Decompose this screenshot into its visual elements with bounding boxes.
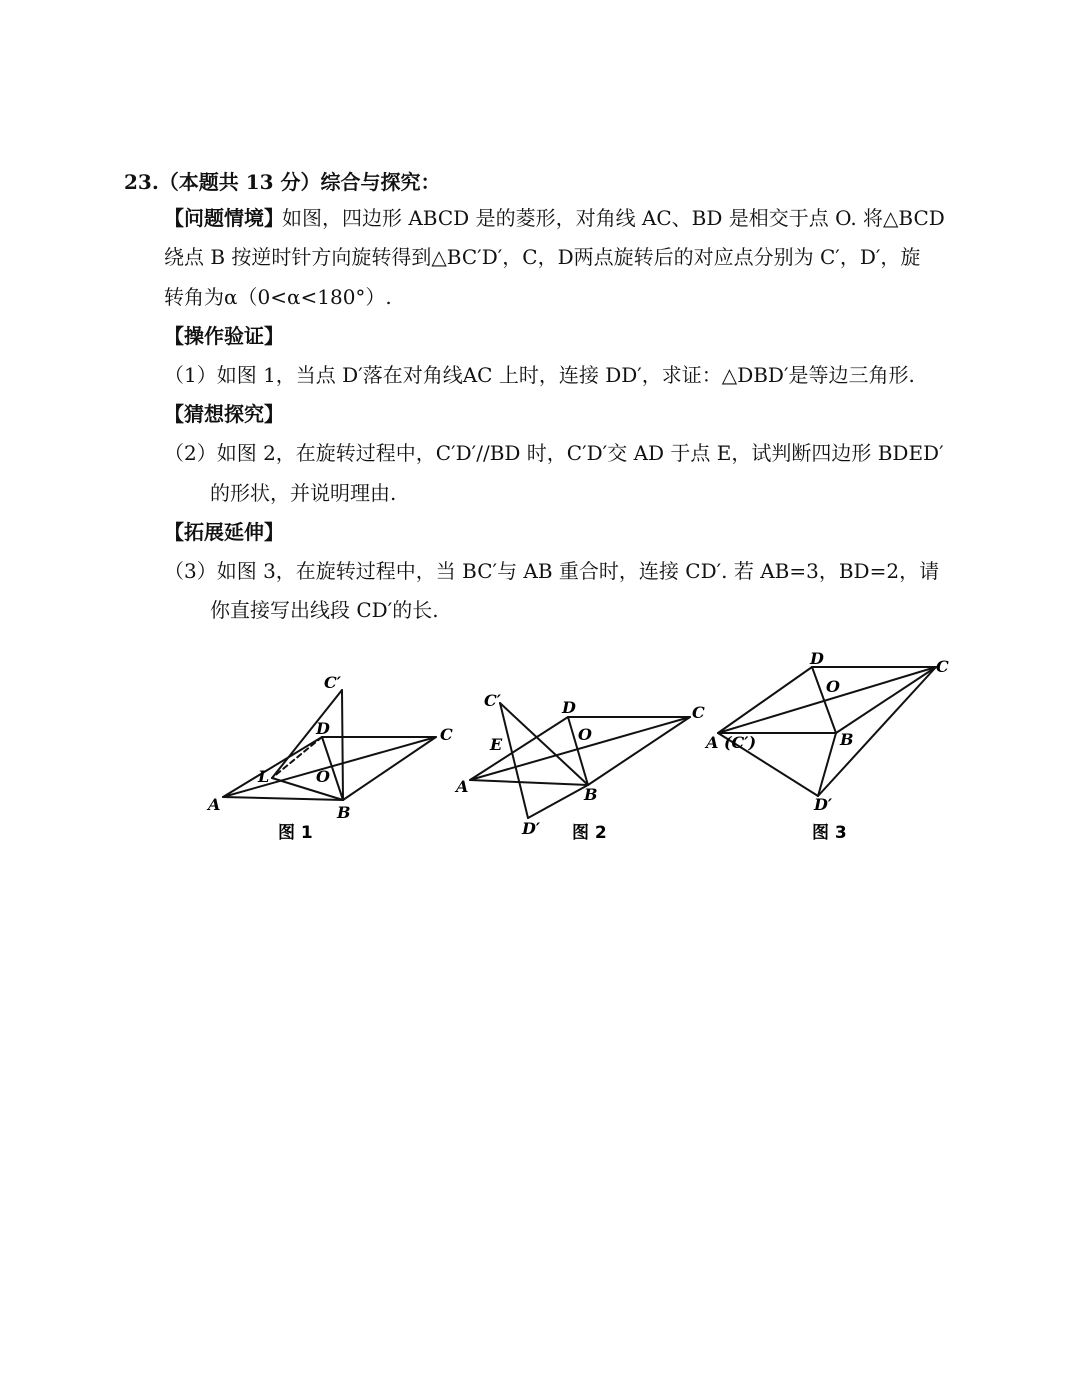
scenario-header: 【问题情境】	[164, 206, 284, 230]
fig1-bdprime	[272, 778, 343, 800]
conjecture-header: 【猜想探究】	[164, 402, 284, 426]
part2-line-1: （2）如图 2，在旋转过程中，C′D′//BD 时，C′D′交 AD 于点 E，试判断四边形 BDED′	[164, 441, 944, 465]
fig1-label-o: O	[316, 767, 330, 786]
fig2-label-dprime: D′	[522, 819, 541, 838]
extend-header: 【拓展延伸】	[164, 520, 284, 544]
fig1-caption: 图 1	[278, 823, 313, 843]
fig3-label-o: O	[826, 677, 840, 696]
fig2-label-e: E	[490, 735, 503, 754]
fig3-caption: 图 3	[812, 823, 847, 843]
fig2-label-o: O	[578, 725, 592, 744]
fig1-label-b: B	[337, 803, 351, 822]
fig1-label-dprime: L	[258, 767, 270, 786]
fig1-label-a: A	[208, 795, 221, 814]
fig1-label-cprime: C′	[324, 673, 341, 692]
fig3-label-dprime: D′	[814, 795, 833, 814]
scenario-line-3: 转角为α（0<α<180°）.	[164, 285, 392, 309]
question-title: 23.（本题共 13 分）综合与探究：	[124, 170, 441, 194]
part3-line-1: （3）如图 3，在旋转过程中，当 BC′与 AB 重合时，连接 CD′. 若 AB=3，BD=2，请	[164, 559, 940, 583]
part2-line-2: 的形状，并说明理由.	[210, 481, 397, 505]
verify-header: 【操作验证】	[164, 324, 284, 348]
fig2-label-c: C	[692, 703, 705, 722]
fig1-label-c: C	[440, 725, 453, 744]
fig3-label-d: D	[810, 649, 824, 668]
fig3-label-b: B	[840, 730, 854, 749]
fig3-label-c: C	[936, 657, 949, 676]
fig2-label-d: D	[562, 698, 576, 717]
scenario-line-2: 绕点 B 按逆时针方向旋转得到△BC′D′，C，D两点旋转后的对应点分别为 C′，D′，旋	[164, 245, 921, 269]
fig2-label-a: A	[456, 777, 469, 796]
fig2-label-cprime: C′	[484, 691, 501, 710]
scenario-line-1: 如图，四边形 ABCD 是的菱形，对角线 AC、BD 是相交于点 O. 将△BCD	[282, 206, 945, 230]
fig2-caption: 图 2	[572, 823, 607, 843]
part1-text: （1）如图 1，当点 D′落在对角线AC 上时，连接 DD′，求证：△DBD′是等边三角形.	[164, 363, 915, 387]
fig3-label-a: A (C′)	[706, 733, 757, 752]
fig1-bcprime	[342, 690, 343, 800]
fig2-bdprime	[528, 785, 588, 818]
fig1-label-d: D	[316, 719, 330, 738]
fig2-cprime-dprime	[500, 703, 528, 818]
fig2-label-b: B	[584, 785, 598, 804]
figures-svg	[0, 640, 1080, 900]
part3-line-2: 你直接写出线段 CD′的长.	[210, 598, 439, 622]
figure-2	[470, 703, 690, 818]
